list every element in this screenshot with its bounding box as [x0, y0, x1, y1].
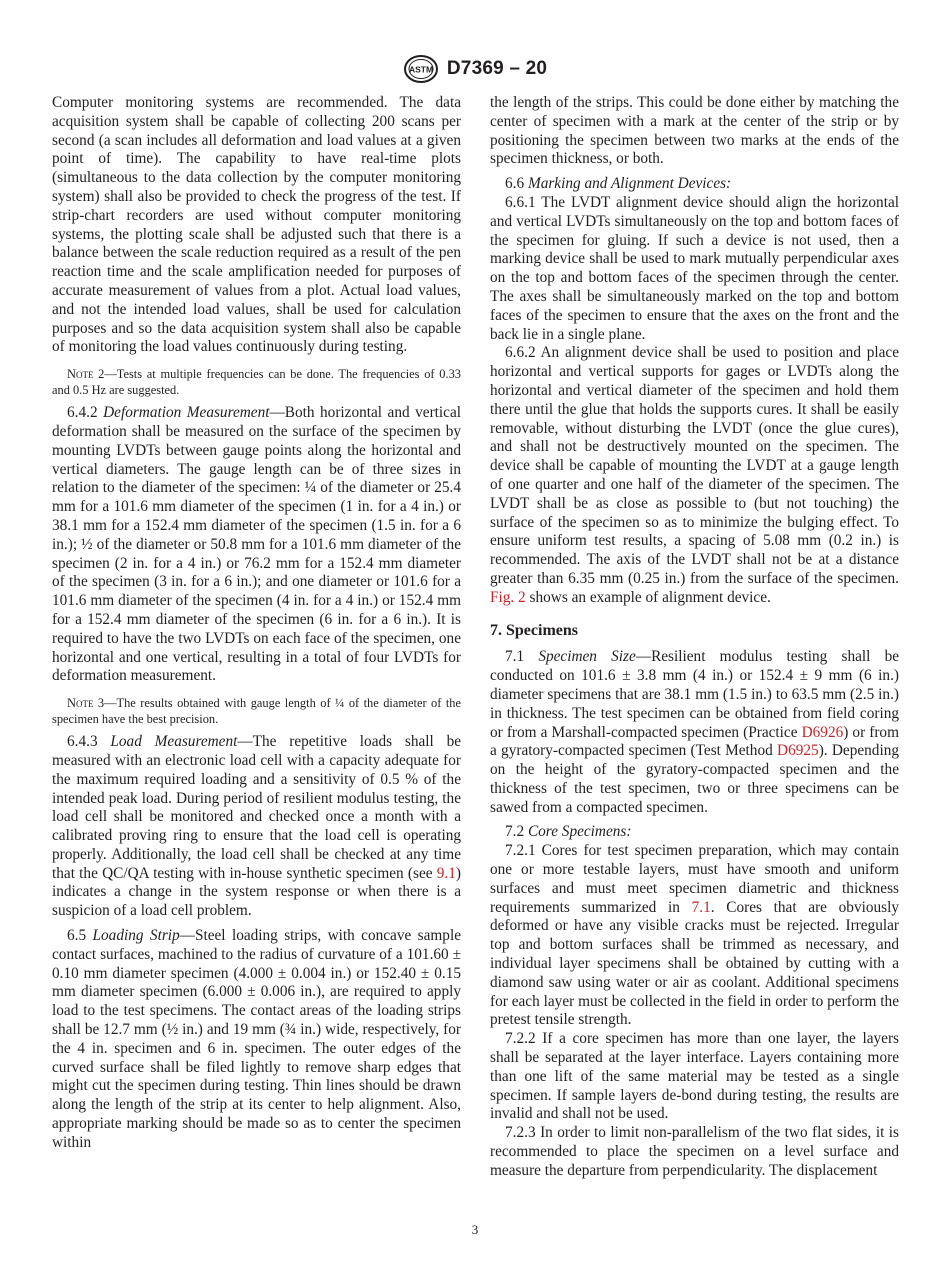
paragraph-data-acquisition: Computer monitoring systems are recommended. The data acquisition system shall be capable of collecting 200 scans per second (a scan includes all deformation and load values at a given point of time). The capability to have real-time plots (simultaneous to the data collection by the computer monitoring system) shall also be provided to check the progress of the test. If strip-chart recorders are used without computer monitoring systems, the plotting scale shall be adjusted such that there is a balance between the scale reduction required as a result of the pen reaction time and the scale amplification needed for purposes of accurate measurement of values from a plot. Actual load values, and not the intended load values, shall be used for calculation purposes and so the data acquisition system shall also be capable of monitoring the load values continuously during testing.: [52, 94, 461, 356]
ref-link-d6925[interactable]: D6925: [777, 742, 819, 760]
note-label: Note 2: [67, 367, 105, 382]
section-7-2-2: 7.2.2 If a core specimen has more than one layer, the layers shall be separated at the layer interface. Layers containing more than one lift of the same material may be tested as a single specimen. If sample layers de-bond during testing, the results are invalid and shall not be used.: [490, 1030, 899, 1123]
section-7-2-3: 7.2.3 In order to limit non-parallelism of the two flat sides, it is recommended to place the specimen on a level surface and measure the departure from perpendicularity. The displacement: [490, 1124, 899, 1179]
section-title: Load Measurement: [110, 733, 238, 751]
section-text: —Resilient modulus testing shall be conducted on 101.6 ± 3.8 mm (4 in.) or 152.4 ± 9 mm (6 in.) diameter specimens that are 38.1 mm (1.5 in.) to 63.5 mm (2.5 in.) in thickness. The test specimen can be obtained from field coring or from a Marshall-compacted specimen (Practice: [490, 648, 900, 741]
note-text: —The results obtained with gauge length of ¼ of the diameter of the specimen have the best precision.: [52, 696, 461, 727]
page-header: [0, 52, 950, 86]
note-text: —Tests at multiple frequencies can be done. The frequencies of 0.33 and 0.5 Hz are suggested.: [52, 367, 461, 398]
section-title: Deformation Measurement: [103, 404, 270, 422]
section-title: Specimen Size: [538, 648, 636, 666]
section-number: 7.2: [505, 823, 525, 841]
section-text: —Both horizontal and vertical deformation shall be measured on the surface of the specimen by mounting LVDTs between gauge points along the horizontal and vertical diameters. The gauge length can be of three sizes in relation to the diameter of the specimen: ¼ of the diameter or 25.4 mm for a 101.6 mm diameter of the specimen (1 in. for a 4 in.) or 38.1 mm for a 152.4 mm diameter of the specimen (1.5 in. for a 6 in.); ½ of the diameter or 50.8 mm for a 101.6 mm diameter of the specimen (2 in. for a 4 in.) or 76.2 mm for a 152.4 mm diameter of the specimen (3 in. for a 6 in.); and one diameter or 101.6 for a 101.6 mm diameter of the specimen (4 in. for a 4 in.) or 152.4 mm for a 152.4 mm diameter of the specimen (6 in. for a 6 in.). It is required to have the two LVDTs on each face of the specimen, one horizontal and one vertical, resulting in a total of four LVDTs for deformation measurement.: [52, 404, 462, 685]
right-column: [490, 94, 899, 1181]
ref-link-9-1[interactable]: 9.1: [436, 864, 456, 882]
logo-text: ASTM: [408, 64, 433, 75]
document-id: D7369 – 20: [446, 58, 548, 79]
ref-link-7-1[interactable]: 7.1: [691, 898, 711, 916]
section-heading-specimens: 7. Specimens: [490, 621, 578, 639]
ref-link-d6926[interactable]: D6926: [801, 723, 844, 741]
paragraph-continued: the length of the strips. This could be done either by matching the center of specimen with a mark at the center of the strip or by positioning the specimen between two marks at the ends of the specimen thickness, or both.: [490, 94, 899, 168]
section-title: Loading Strip: [92, 927, 180, 945]
note-3: [52, 695, 461, 727]
section-6-6: [490, 175, 899, 194]
section-6-4-2: [52, 404, 461, 686]
section-text: —The repetitive loads shall be measured with an electronic load cell with a capacity adequate for the maximum required loading and a sensitivity of 0.5 % of the intended peak load. During period of resilient modulus testing, the load cell shall be monitored and checked once a month with a calibrated proving ring to ensure that the load cell is operating properly. Additionally, the load cell shall be checked at any time that the QC/QA testing with in-house synthetic specimen (see: [52, 733, 462, 882]
section-text-cont: ) or from a gyratory-compacted specimen (Test Method: [490, 723, 899, 760]
section-number: 6.4.2: [67, 404, 98, 422]
note-label: Note 3: [67, 696, 105, 711]
section-text: —Steel loading strips, with concave sample contact surfaces, machined to the radius of curvature of a 101.60 ± 0.10 mm diameter specimen (4.000 ± 0.004 in.) or 152.40 ± 0.15 mm diameter specimen (6.000 ± 0.006 in.), are required to apply load to the test specimens. The contact areas of the loading strips shall be 12.7 mm (½ in.) and 19 mm (¾ in.) wide, respectively, for the 4 in. specimen and 6 in. specimen. The outer edges of the curved surface shall be filed lightly to remove sharp edges that might cut the specimen during testing. Thin lines should be drawn along the length of the strip at its center to help alignment. Also, appropriate marking should be made so as to center the specimen within: [52, 927, 461, 1151]
section-title: Marking and Alignment Devices:: [527, 175, 732, 193]
section-number: 6.6: [505, 175, 525, 193]
left-column: [52, 94, 461, 1153]
section-number: 6.5: [67, 927, 87, 945]
section-text-end: ). Depending on the height of the gyratory-compacted specimen and the thickness of the test specimen, two or three specimens can be sawed from a compacted specimen.: [490, 742, 899, 816]
section-text: 6.6.2 An alignment device shall be used to position and place horizontal and vertical supports for gages or LVDTs along the horizontal and vertical diameter of the specimen and hold them there until the glue that holds the supports cures. It shall be easily removable, without disturbing the LVDT (once the glue cures), and shall not be destructively mounted on the specimen. The device shall be capable of mounting the LVDT at a gauge length of one quarter and one half of the diameter of the specimen. The LVDT shall be as close as possible to (but not touching) the surface of the specimen so as to minimize the bulging effect. To ensure uniform test results, a spacing of 5.08 mm (0.2 in.) is recommended. The axis of the LVDT shall not be at a distance greater than 6.35 mm (0.25 in.) from the surface of the specimen.: [490, 344, 899, 587]
section-number: 6.4.3: [67, 733, 98, 751]
section-7-2-1: [490, 842, 899, 1030]
section-7-1: [490, 648, 899, 817]
section-number: 7.1: [505, 648, 525, 666]
note-2: [52, 366, 461, 398]
section-text-cont: ) indicates a change in the system response or when there is a suspicion of a load cell problem.: [52, 864, 461, 920]
astm-logo-icon: [403, 54, 439, 84]
section-7-2: [490, 823, 899, 842]
ref-link-fig-2[interactable]: Fig. 2: [490, 588, 526, 606]
section-title: Core Specimens:: [527, 823, 632, 841]
section-6-5: [52, 927, 461, 1153]
page-number: 3: [471, 1222, 479, 1237]
section-6-6-2: [490, 344, 899, 607]
section-text: 7.2.1 Cores for test specimen preparation, which may contain one or more testable layers, must have smooth and uniform surfaces and must meet specimen diametric and thickness requirements summarized in: [490, 842, 899, 916]
section-text-cont: . Cores that are obviously deformed or have any visible cracks must be rejected. Irregular top and bottom surfaces shall be trimmed as necessary, and individual layer specimens shall be obtained by cutting with a diamond saw using water or air as coolant. Additional specimens for each layer must be collected in the field in order to perform the pretest tensile strength.: [490, 898, 899, 1029]
section-text-cont: shows an example of alignment device.: [525, 588, 771, 606]
section-6-4-3: [52, 733, 461, 921]
section-6-6-1: 6.6.1 The LVDT alignment device should align the horizontal and vertical LVDTs simultaneously on the top and bottom faces of the specimen for gluing. If such a device is not used, then a marking device shall be used to mark mutually perpendicular axes on the top and bottom faces of the specimen through the center. The axes shall be simultaneously marked on the top and bottom faces of the specimen to ensure that the axes on the front and the back lie in a single plane.: [490, 193, 899, 343]
